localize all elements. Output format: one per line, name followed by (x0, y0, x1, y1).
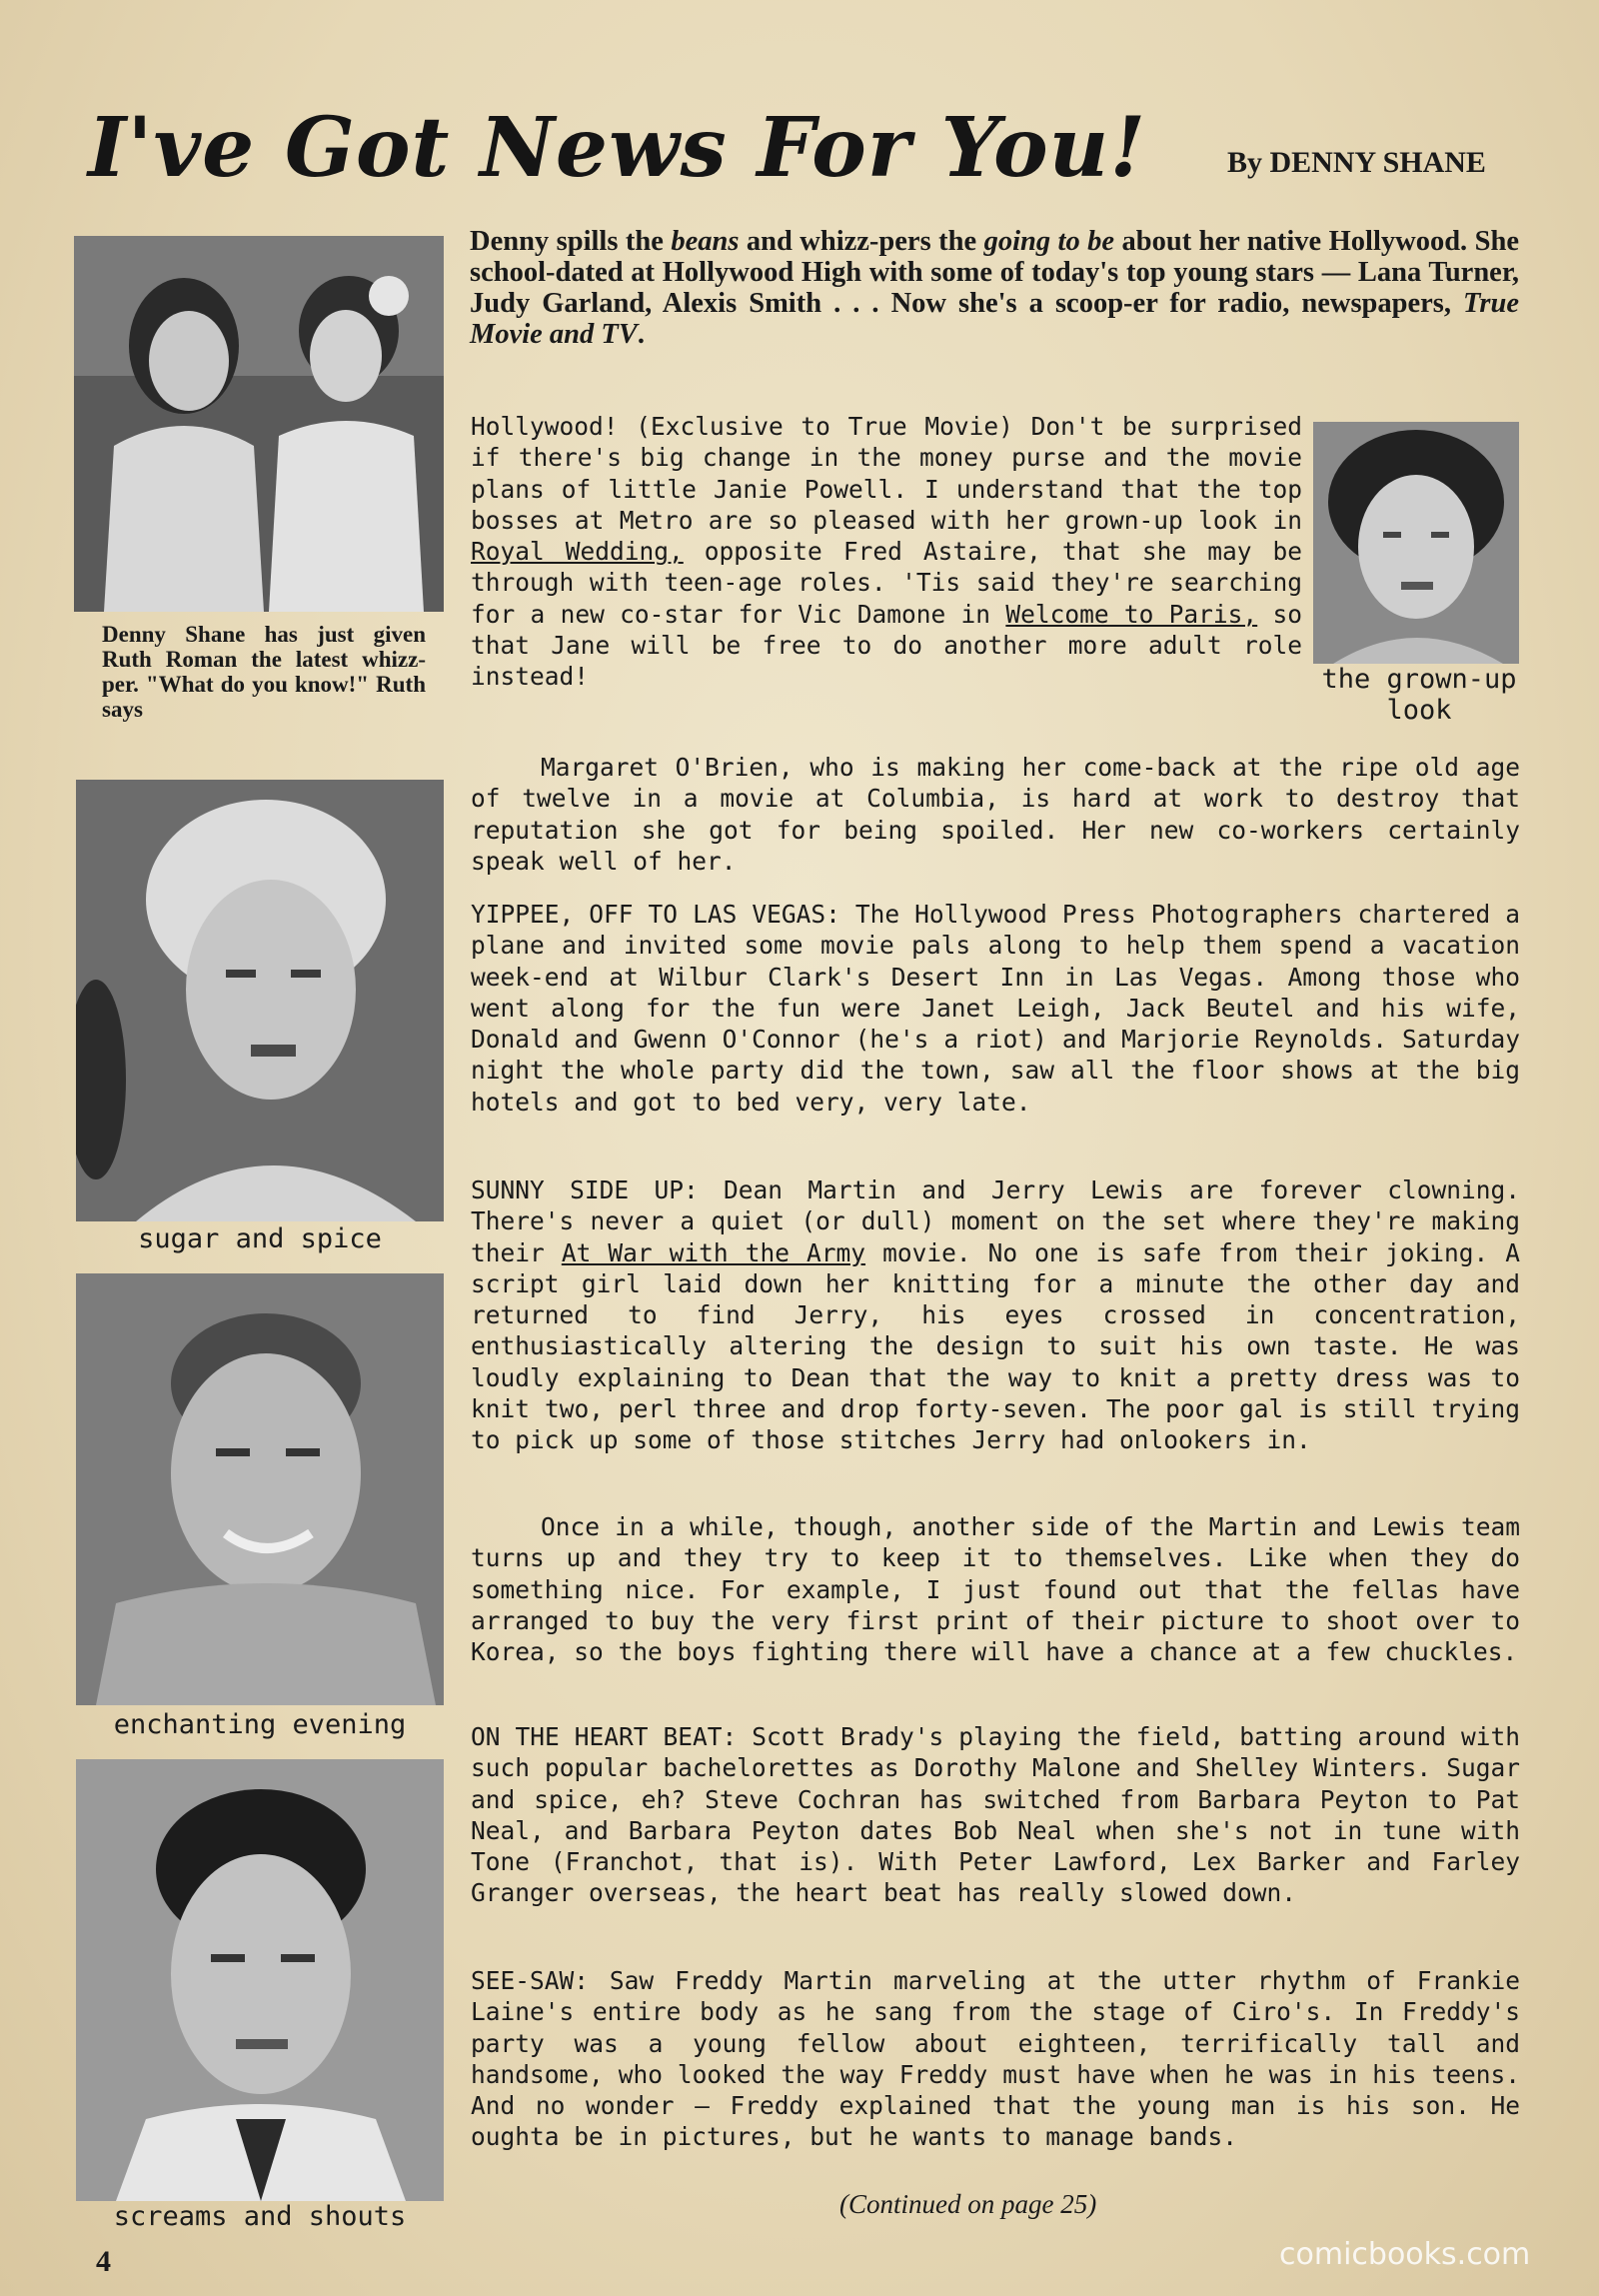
photo-janie-powell (1313, 422, 1519, 664)
article-paragraph-2: Margaret O'Brien, who is making her come-back at the ripe old age of twelve in a movie at Columbia, is hard at work to destroy that reputation she got for being spoiled. Her new co-workers certainly speak well of her. (471, 753, 1520, 876)
article-paragraph-5: Once in a while, though, another side of the Martin and Lewis team turns up and they try to keep it to themselves. Like when they do something nice. For example, I just found out that the fellas have arranged to buy the very first print of their picture to shoot over to Korea, so the boys fighting there will have a chance at a few chuckles. (471, 1512, 1520, 1667)
page-number: 4 (96, 2245, 111, 2278)
article-paragraph-7: SEE-SAW: Saw Freddy Martin marveling at the utter rhythm of Frankie Laine's entire body as he sang from the stage of Ciro's. In Freddy's party was a young fellow about eighteen, terrifically tall and handsome, who looked the way Freddy must have when he was in his teens. And no wonder — Freddy explained that the young man is his son. He oughta be in pictures, but he wants to manage bands. (471, 1966, 1520, 2152)
caption-ruth: Denny Shane has just given Ruth Roman the latest whizz-per. "What do you know!" Ruth says (102, 622, 426, 722)
article-paragraph-1: Hollywood! (Exclusive to True Movie) Don't be surprised if there's big change in the money purse and the movie plans of little Janie Powell. I understand that the top bosses at Metro are so pleased with her grown-up look in Royal Wedding, opposite Fred Astaire, that she may be through with teen-age roles. 'Tis said they're searching for a new co-star for Vic Damone in Welcome to Paris, so that Jane will be free to do another more adult role instead! (471, 412, 1302, 692)
photo-sugar-and-spice (76, 780, 444, 1221)
byline: By DENNY SHANE (1227, 146, 1486, 179)
caption-screams: screams and shouts (113, 2201, 407, 2232)
photo-enchanting-evening (76, 1273, 444, 1705)
caption-janie: the grown-up look (1321, 664, 1517, 726)
watermark: comicbooks.com (1279, 2237, 1531, 2272)
article-paragraph-4: SUNNY SIDE UP: Dean Martin and Jerry Lewis are forever clowning. There's never a quiet (or dull) moment on the set where they're making their At War with the Army movie. No one is safe from their joking. A script girl laid down her knitting for a minute the other day and returned to find Jerry, his eyes crossed in concentration, enthusiastically altering the design to suit his own taste. He was loudly explaining to Dean that the way to knit a pretty dress was to knit two, perl three and drop forty-seven. The poor gal is still trying to pick up some of those stitches Jerry had onlookers in. (471, 1175, 1520, 1455)
photo-ruth-roman (74, 236, 444, 612)
photo-screams-and-shouts (76, 1759, 444, 2201)
continued-note: (Continued on page 25) (839, 2189, 1097, 2219)
caption-sugar: sugar and spice (138, 1223, 382, 1254)
article-intro: Denny spills the beans and whizz-pers the going to be about her native Hollywood. She school-dated at Hollywood High with some of today's top young stars — Lana Turner, Judy Garland, Alexis Smith . . . Now she's a scoop-er for radio, newspapers, True Movie and TV. (470, 226, 1519, 350)
caption-evening: enchanting evening (113, 1709, 407, 1740)
article-paragraph-3: YIPPEE, OFF TO LAS VEGAS: The Hollywood Press Photographers chartered a plane and invited some movie pals along to help them spend a vacation week-end at Wilbur Clark's Desert Inn in Las Vegas. Among those who went along for the fun were Janet Leigh, Jack Beutel and his wife, Donald and Gwenn O'Connor (he's a riot) and Marjorie Reynolds. Saturday night the whole party did the town, saw all the floor shows at the big hotels and got to bed very, very late. (471, 900, 1520, 1117)
article-title: I've Got News For You! (88, 100, 1147, 196)
article-paragraph-6: ON THE HEART BEAT: Scott Brady's playing the field, batting around with such popular bachelorettes as Dorothy Malone and Shelley Winters. Sugar and spice, eh? Steve Cochran has switched from Barbara Peyton to Pat Neal, and Barbara Peyton dates Bob Neal when she's not in tune with Tone (Franchot, that is). With Peter Lawford, Lex Barker and Farley Granger overseas, the heart beat has really slowed down. (471, 1722, 1520, 1908)
